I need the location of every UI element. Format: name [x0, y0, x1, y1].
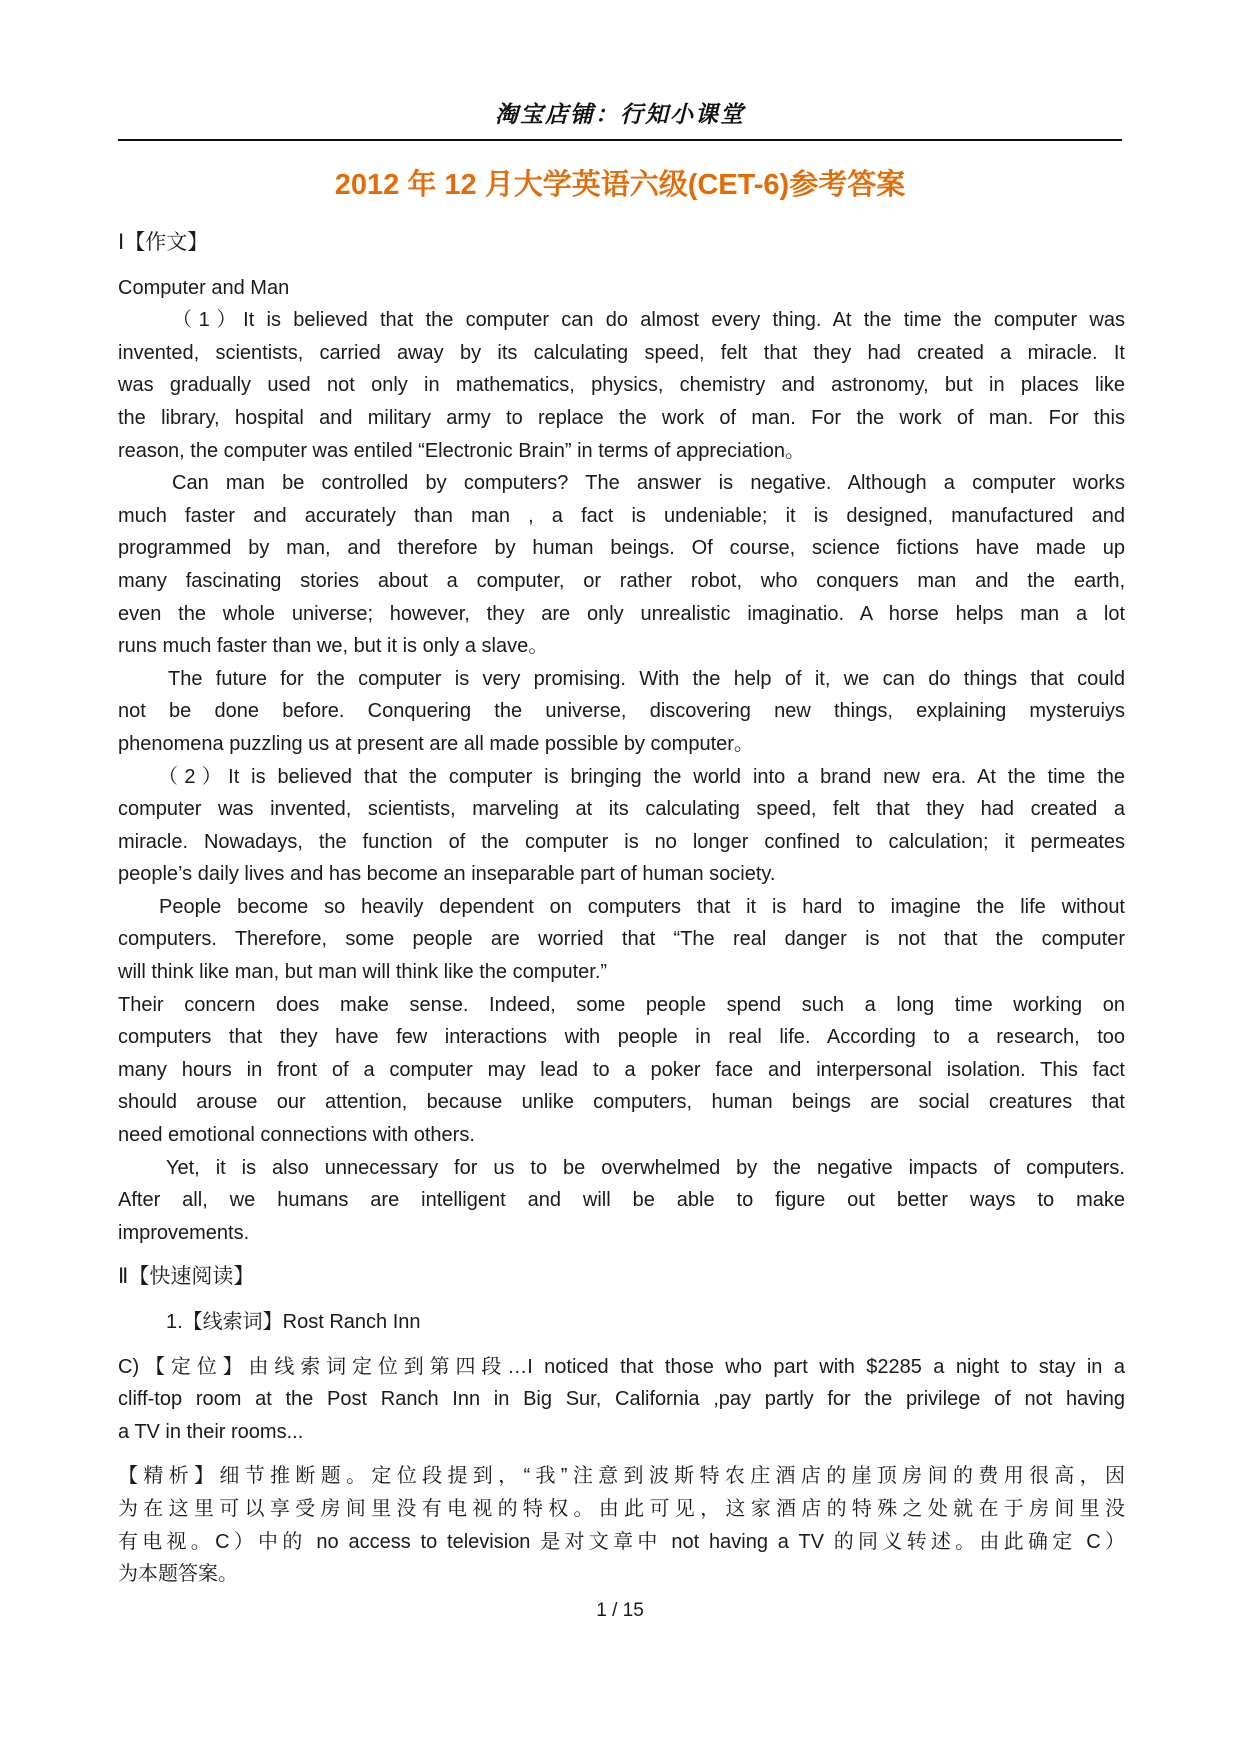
text-line: invented, scientists, carried away by its calculating speed, felt that they had created a miracle. It [118, 341, 1125, 364]
text-line: runs much faster than we, but it is only a slave。 [118, 635, 549, 658]
text-line: The future for the computer is very promising. With the help of it, we can do things that could [168, 667, 1125, 690]
section-heading-fast-reading: Ⅱ【快速阅读】 [118, 1265, 255, 1289]
text-line: 为本题答案。 [118, 1563, 238, 1586]
paragraph [118, 761, 1125, 891]
text-line: improvements. [118, 1221, 250, 1244]
text-line: much faster and accurately than man , a fact is undeniable; it is designed, manufactured and [118, 504, 1125, 527]
text-line: programmed by man, and therefore by human beings. Of course, science fictions have made up [118, 537, 1125, 560]
text-line: even the whole universe; however, they are only unrealistic imaginatio. A horse helps man a lot [118, 602, 1125, 625]
text-line: After all, we humans are intelligent and will be able to figure out better ways to make [118, 1189, 1125, 1212]
text-line: phenomena puzzling us at present are all made possible by computer。 [118, 732, 754, 755]
text-line: should arouse our attention, because unlike computers, human beings are social creatures that [118, 1091, 1125, 1114]
page-number: 1 / 15 [596, 1600, 644, 1621]
section-heading-essay: Ⅰ【作文】 [118, 231, 209, 254]
paragraph [118, 891, 1125, 989]
text-line: miracle. Nowadays, the function of the computer is no longer confined to calculation; it permeates [118, 830, 1125, 853]
essay-paragraphs [118, 304, 1125, 1249]
text-line: reason, the computer was entiled “Electronic Brain” in terms of appreciation。 [118, 439, 805, 462]
answer-paragraphs [118, 1339, 1125, 1591]
text-line: Yet, it is also unnecessary for us to be overwhelmed by the negative impacts of computers. [166, 1156, 1125, 1179]
shop-header: 淘宝店铺：行知小课堂 [495, 101, 745, 127]
text-line: the library, hospital and military army to replace the work of man. For the work of man. For this [118, 406, 1125, 429]
paragraph [118, 1152, 1125, 1250]
document-title: 2012 年 12 月大学英语六级(CET-6)参考答案 [334, 169, 906, 201]
paragraph [118, 304, 1125, 467]
paragraph [118, 467, 1125, 663]
text-line: many fascinating stories about a computer, or rather robot, who conquers man and the earth, [118, 569, 1125, 592]
text-line: computers that they have few interactions with people in real life. According to a research, too [118, 1026, 1125, 1049]
paragraph [118, 663, 1125, 761]
text-line: computer was invented, scientists, marveling at its calculating speed, felt that they had created a [118, 798, 1125, 821]
text-line: will think like man, but man will think like the computer.” [118, 961, 608, 984]
text-line: People become so heavily dependent on computers that it is hard to imagine the life without [159, 895, 1125, 918]
question-1-keyword: 1.【线索词】Rost Ranch Inn [166, 1311, 421, 1333]
text-line: Can man be controlled by computers? The answer is negative. Although a computer works [172, 472, 1125, 495]
text-line: not be done before. Conquering the universe, discovering new things, explaining mysteruiys [118, 700, 1125, 723]
text-line: 【精析】细节推断题。定位段提到，“我”注意到波斯特农庄酒店的崖顶房间的费用很高，因 [118, 1465, 1125, 1488]
text-line: Their concern does make sense. Indeed, some people spend such a long time working on [118, 993, 1125, 1016]
text-line: a TV in their rooms... [118, 1420, 304, 1443]
text-line: 为在这里可以享受房间里没有电视的特权。由此可见，这家酒店的特殊之处就在于房间里没 [118, 1497, 1125, 1520]
text-line: was gradually used not only in mathematics, physics, chemistry and astronomy, but in places like [118, 374, 1125, 397]
text-line: 有电视。C）中的 no access to television 是对文章中 not having a TV 的同义转述。由此确定 C） [118, 1530, 1125, 1553]
paragraph [118, 1460, 1125, 1590]
text-line: （1）It is believed that the computer can do almost every thing. At the time the computer was [172, 309, 1125, 332]
text-line: need emotional connections with others. [118, 1124, 475, 1147]
document-body [118, 227, 1125, 1591]
text-line: cliff-top room at the Post Ranch Inn in Big Sur, California ,pay partly for the privilege of not having [118, 1388, 1125, 1411]
text-line: C)【定位】由线索词定位到第四段…I noticed that those who part with $2285 a night to stay in a [118, 1355, 1125, 1378]
header-divider [118, 139, 1122, 141]
essay-title: Computer and Man [118, 276, 290, 299]
text-line: people’s daily lives and has become an inseparable part of human society. [118, 863, 776, 886]
text-line: many hours in front of a computer may lead to a poker face and interpersonal isolation. This fact [118, 1058, 1125, 1081]
paragraph [118, 989, 1125, 1152]
text-line: computers. Therefore, some people are worried that “The real danger is not that the computer [118, 928, 1125, 951]
text-line: （2）It is believed that the computer is bringing the world into a brand new era. At the time the [158, 765, 1125, 788]
paragraph [118, 1351, 1125, 1449]
